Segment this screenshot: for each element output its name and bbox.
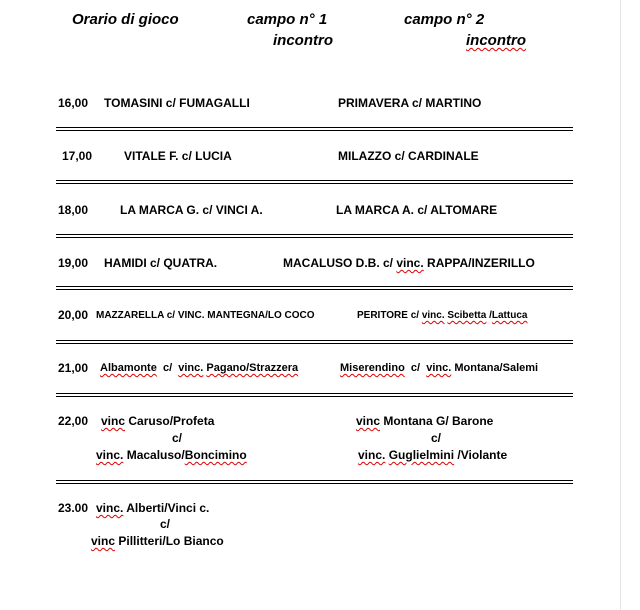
match-field2 xyxy=(340,362,538,374)
match-field1-versus: c/ xyxy=(172,431,183,445)
text-part: Montana G/ Barone xyxy=(380,414,494,428)
text-part: Albamonte xyxy=(100,362,157,374)
match-field2-line3 xyxy=(358,448,507,462)
text-part: /Violante xyxy=(454,448,508,462)
text-part: vinc. xyxy=(178,362,204,374)
text-part: vinc. xyxy=(96,448,124,462)
column-header-field2-sub: incontro xyxy=(466,32,526,49)
text-part: vinc. xyxy=(426,362,452,374)
match-field2 xyxy=(283,256,535,270)
text-part: RAPPA/INZERILLO xyxy=(423,256,535,270)
match-field1: HAMIDI c/ QUATRA. xyxy=(104,256,218,270)
time-slot: 18,00 xyxy=(58,203,89,217)
text-part: Miserendino xyxy=(340,362,405,374)
text-part: Montana/Salemi xyxy=(451,362,539,374)
column-header-field2: campo n° 2 xyxy=(404,11,485,28)
text-part: / xyxy=(486,310,492,321)
match-field1-line1 xyxy=(101,414,214,428)
match-field2 xyxy=(357,310,527,321)
row-separator xyxy=(56,180,573,184)
text-part: c/ xyxy=(156,362,179,374)
time-slot: 20,00 xyxy=(58,308,89,322)
row-separator xyxy=(56,393,573,397)
time-slot: 17,00 xyxy=(62,149,93,163)
row-separator xyxy=(56,127,573,131)
match-field1-line1 xyxy=(96,501,209,515)
right-page-border xyxy=(620,0,621,610)
column-header-field1-sub: incontro xyxy=(273,32,333,49)
text-part: vinc. xyxy=(96,501,124,515)
text-part: Macaluso/ xyxy=(123,448,185,462)
text-part: Caruso/Profeta xyxy=(125,414,215,428)
column-header-time: Orario di gioco xyxy=(72,11,179,28)
text-part: vinc xyxy=(356,414,381,428)
match-field2: PRIMAVERA c/ MARTINO xyxy=(338,96,482,110)
match-field1-line3 xyxy=(91,534,224,548)
row-separator xyxy=(56,234,573,238)
match-field1 xyxy=(100,362,298,374)
match-field2: LA MARCA A. c/ ALTOMARE xyxy=(336,203,498,217)
text-part: vinc. xyxy=(396,256,424,270)
text-part: Alberti/Vinci c. xyxy=(123,501,210,515)
text-part: PERITORE c/ xyxy=(357,310,422,321)
match-field2: MILAZZO c/ CARDINALE xyxy=(338,149,479,163)
time-slot: 16,00 xyxy=(58,96,89,110)
text-part: vinc. xyxy=(421,310,445,321)
text-part: Pagano/Strazzera xyxy=(206,362,299,374)
text-part: Scibetta xyxy=(447,310,487,321)
match-field1-line3 xyxy=(96,448,247,462)
text-part: Pillitteri/Lo Bianco xyxy=(115,534,224,548)
text-part: vinc xyxy=(101,414,126,428)
text-part: vinc. xyxy=(358,448,386,462)
column-header-field1: campo n° 1 xyxy=(247,11,328,28)
time-slot: 19,00 xyxy=(58,256,89,270)
time-slot: 21,00 xyxy=(58,361,89,375)
time-slot: 23.00 xyxy=(58,501,89,515)
match-field1: TOMASINI c/ FUMAGALLI xyxy=(104,96,250,110)
row-separator xyxy=(56,340,573,344)
text-part: Boncimino xyxy=(184,448,247,462)
time-slot: 22,00 xyxy=(58,414,89,428)
match-field1: VITALE F. c/ LUCIA xyxy=(124,149,232,163)
row-separator xyxy=(56,286,573,290)
text-part: Guglielmini xyxy=(388,448,455,462)
match-field1: LA MARCA G. c/ VINCI A. xyxy=(120,203,263,217)
text-part: MACALUSO D.B. c/ xyxy=(283,256,397,270)
row-separator xyxy=(56,480,573,484)
text-part: c/ xyxy=(404,362,427,374)
text-part: Lattuca xyxy=(491,310,528,321)
match-field1: MAZZARELLA c/ VINC. MANTEGNA/LO COCO xyxy=(96,310,315,321)
text-part: vinc xyxy=(91,534,116,548)
match-field2-line1 xyxy=(356,414,493,428)
match-field2-versus: c/ xyxy=(431,431,442,445)
match-field1-versus: c/ xyxy=(160,517,171,531)
